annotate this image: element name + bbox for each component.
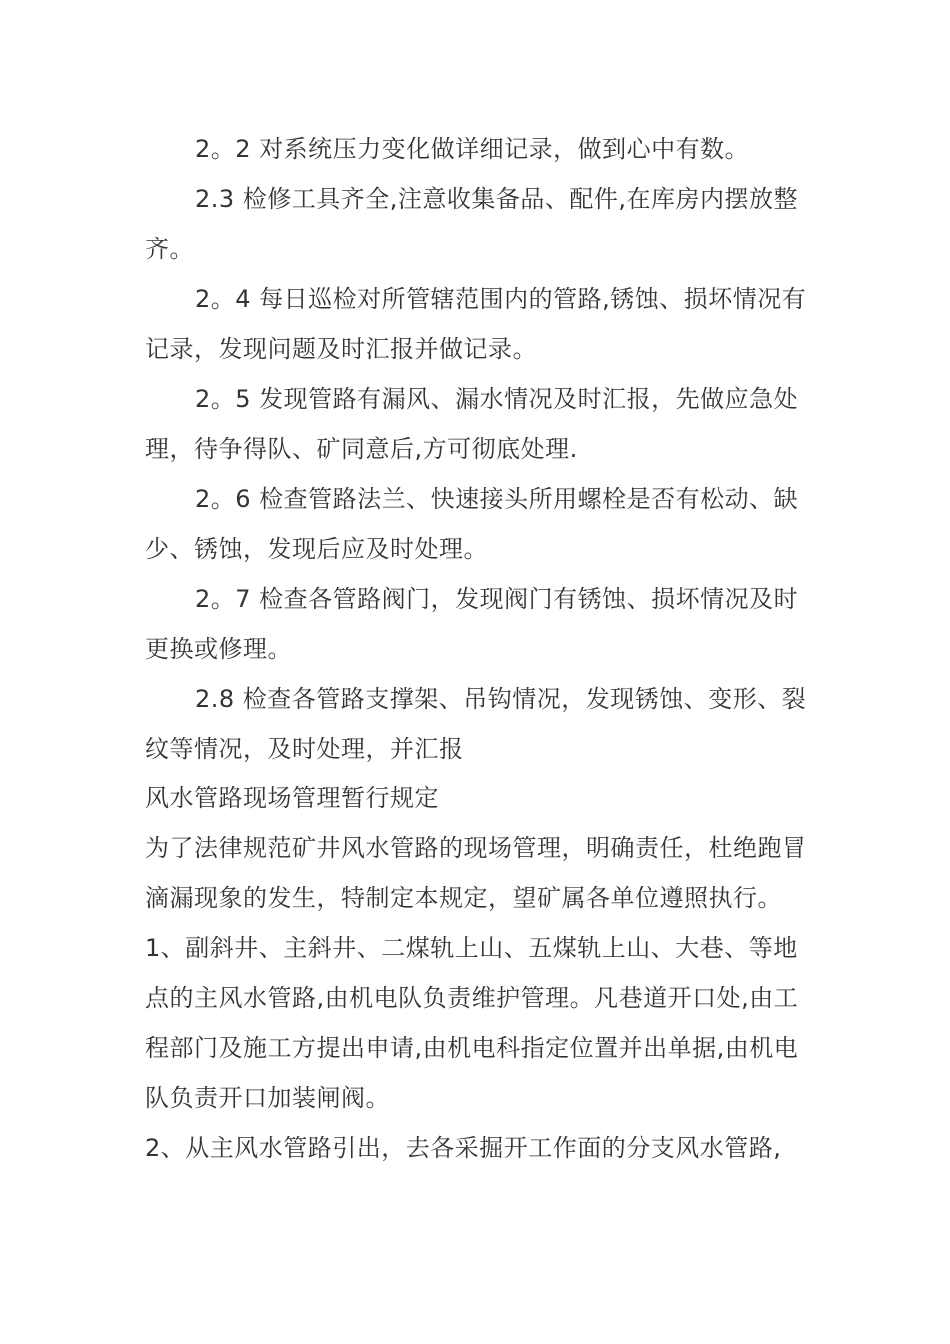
item-2-2: 2。2 对系统压力变化做详细记录，做到心中有数。 bbox=[195, 135, 750, 163]
item-2-4: 2。4 每日巡检对所管辖范围内的管路,锈蚀、损坏情况有记录，发现问题及时汇报并做记录。 bbox=[145, 285, 807, 363]
regulation-rule-2: 2、从主风水管路引出，去各采掘开工作面的分支风水管路, bbox=[145, 1134, 782, 1162]
regulation-section bbox=[145, 773, 810, 1173]
regulation-intro: 为了法律规范矿井风水管路的现场管理，明确责任，杜绝跑冒滴漏现象的发生，特制定本规定，望矿属各单位遵照执行。 bbox=[145, 834, 807, 912]
maintenance-items-section bbox=[145, 124, 810, 774]
item-2-6: 2。6 检查管路法兰、快速接头所用螺栓是否有松动、缺少、锈蚀，发现后应及时处理。 bbox=[145, 485, 799, 563]
item-2-5: 2。5 发现管路有漏风、漏水情况及时汇报，先做应急处理，待争得队、矿同意后,方可彻底处理. bbox=[145, 385, 799, 463]
item-2-8: 2.8 检查各管路支撑架、吊钩情况，发现锈蚀、变形、裂纹等情况，及时处理，并汇报 bbox=[145, 685, 807, 763]
item-2-7: 2。7 检查各管路阀门，发现阀门有锈蚀、损坏情况及时更换或修理。 bbox=[145, 585, 799, 663]
regulation-rule-1: 1、副斜井、主斜井、二煤轨上山、五煤轨上山、大巷、等地点的主风水管路,由机电队负责维护管理。凡巷道开口处,由工程部门及施工方提出申请,由机电科指定位置并出单据,由机电队负责开口加装闸阀。 bbox=[145, 934, 799, 1112]
item-2-3: 2.3 检修工具齐全,注意收集备品、配件,在库房内摆放整齐。 bbox=[145, 185, 799, 263]
regulation-title: 风水管路现场管理暂行规定 bbox=[145, 784, 439, 812]
